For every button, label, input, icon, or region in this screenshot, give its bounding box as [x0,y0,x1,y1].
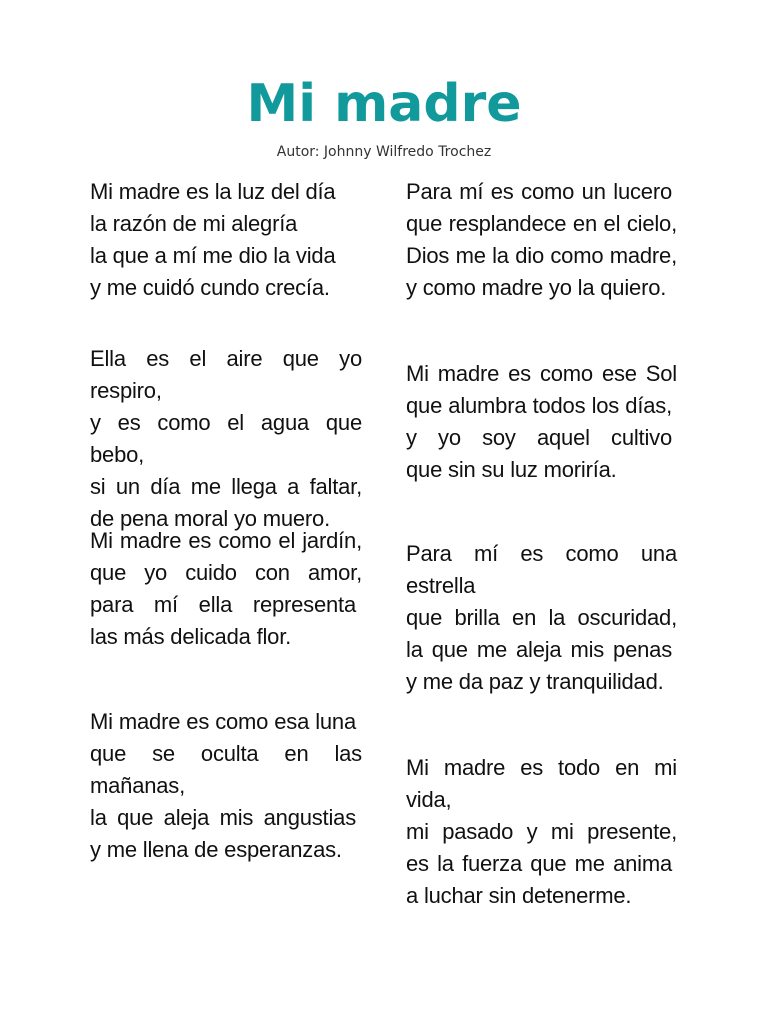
stanza-line: la razón de mi alegría [90,211,298,236]
stanza-line: que se oculta en las [90,741,362,766]
stanza-2 [90,343,362,535]
poem-author: Autor: Johnny Wilfredo Trochez [276,144,492,160]
poem-title: Mi madre [246,74,522,134]
stanza-6 [406,358,677,486]
stanza-line: Mi madre es como esa luna [90,709,356,734]
stanza-line: Mi madre es todo en mi vida, [406,755,677,812]
stanza-line: y es como el agua que bebo, [90,410,362,467]
stanza-line: Ella es el aire que yo respiro, [90,346,362,403]
stanza-line: y me da paz y tranquilidad. [406,669,664,694]
stanza-line: Para mí es como un lucero [406,179,672,204]
stanza-line: la que aleja mis angustias [90,805,356,830]
stanza-line: para mí ella representa [90,592,356,617]
stanza-5 [406,176,677,304]
stanza-line: Mi madre es la luz del día [90,179,336,204]
stanza-line: y como madre yo la quiero. [406,275,667,300]
stanza-3 [90,525,362,653]
stanza-line: la que a mí me dio la vida [90,243,336,268]
stanza-line: a luchar sin detenerme. [406,883,632,908]
stanza-7 [406,538,677,698]
stanza-line: Para mí es como una [406,541,677,566]
stanza-line: que resplandece en el cielo, [406,211,677,236]
stanza-line: y yo soy aquel cultivo [406,425,672,450]
stanza-4 [90,706,362,866]
stanza-line: Mi madre es como el jardín, [90,528,362,553]
stanza-8 [406,752,677,912]
stanza-line: de pena moral yo muero. [90,506,330,531]
stanza-line: Dios me la dio como madre, [406,243,677,268]
stanza-line: que sin su luz moriría. [406,457,617,482]
stanza-line: las más delicada flor. [90,624,292,649]
stanza-line: estrella [406,573,476,598]
stanza-line: que yo cuido con amor, [90,560,362,585]
stanza-line: es la fuerza que me anima [406,851,672,876]
stanza-line: que alumbra todos los días, [406,393,672,418]
stanza-line: mi pasado y mi presente, [406,819,677,844]
stanza-line: y me llena de esperanzas. [90,837,342,862]
stanza-line: Mi madre es como ese Sol [406,361,677,386]
stanza-line: y me cuidó cundo crecía. [90,275,330,300]
stanza-line: si un día me llega a faltar, [90,474,362,499]
stanza-line: que brilla en la oscuridad, [406,605,677,630]
stanza-line: la que me aleja mis penas [406,637,672,662]
stanza-1 [90,176,362,304]
stanza-line: mañanas, [90,773,186,798]
